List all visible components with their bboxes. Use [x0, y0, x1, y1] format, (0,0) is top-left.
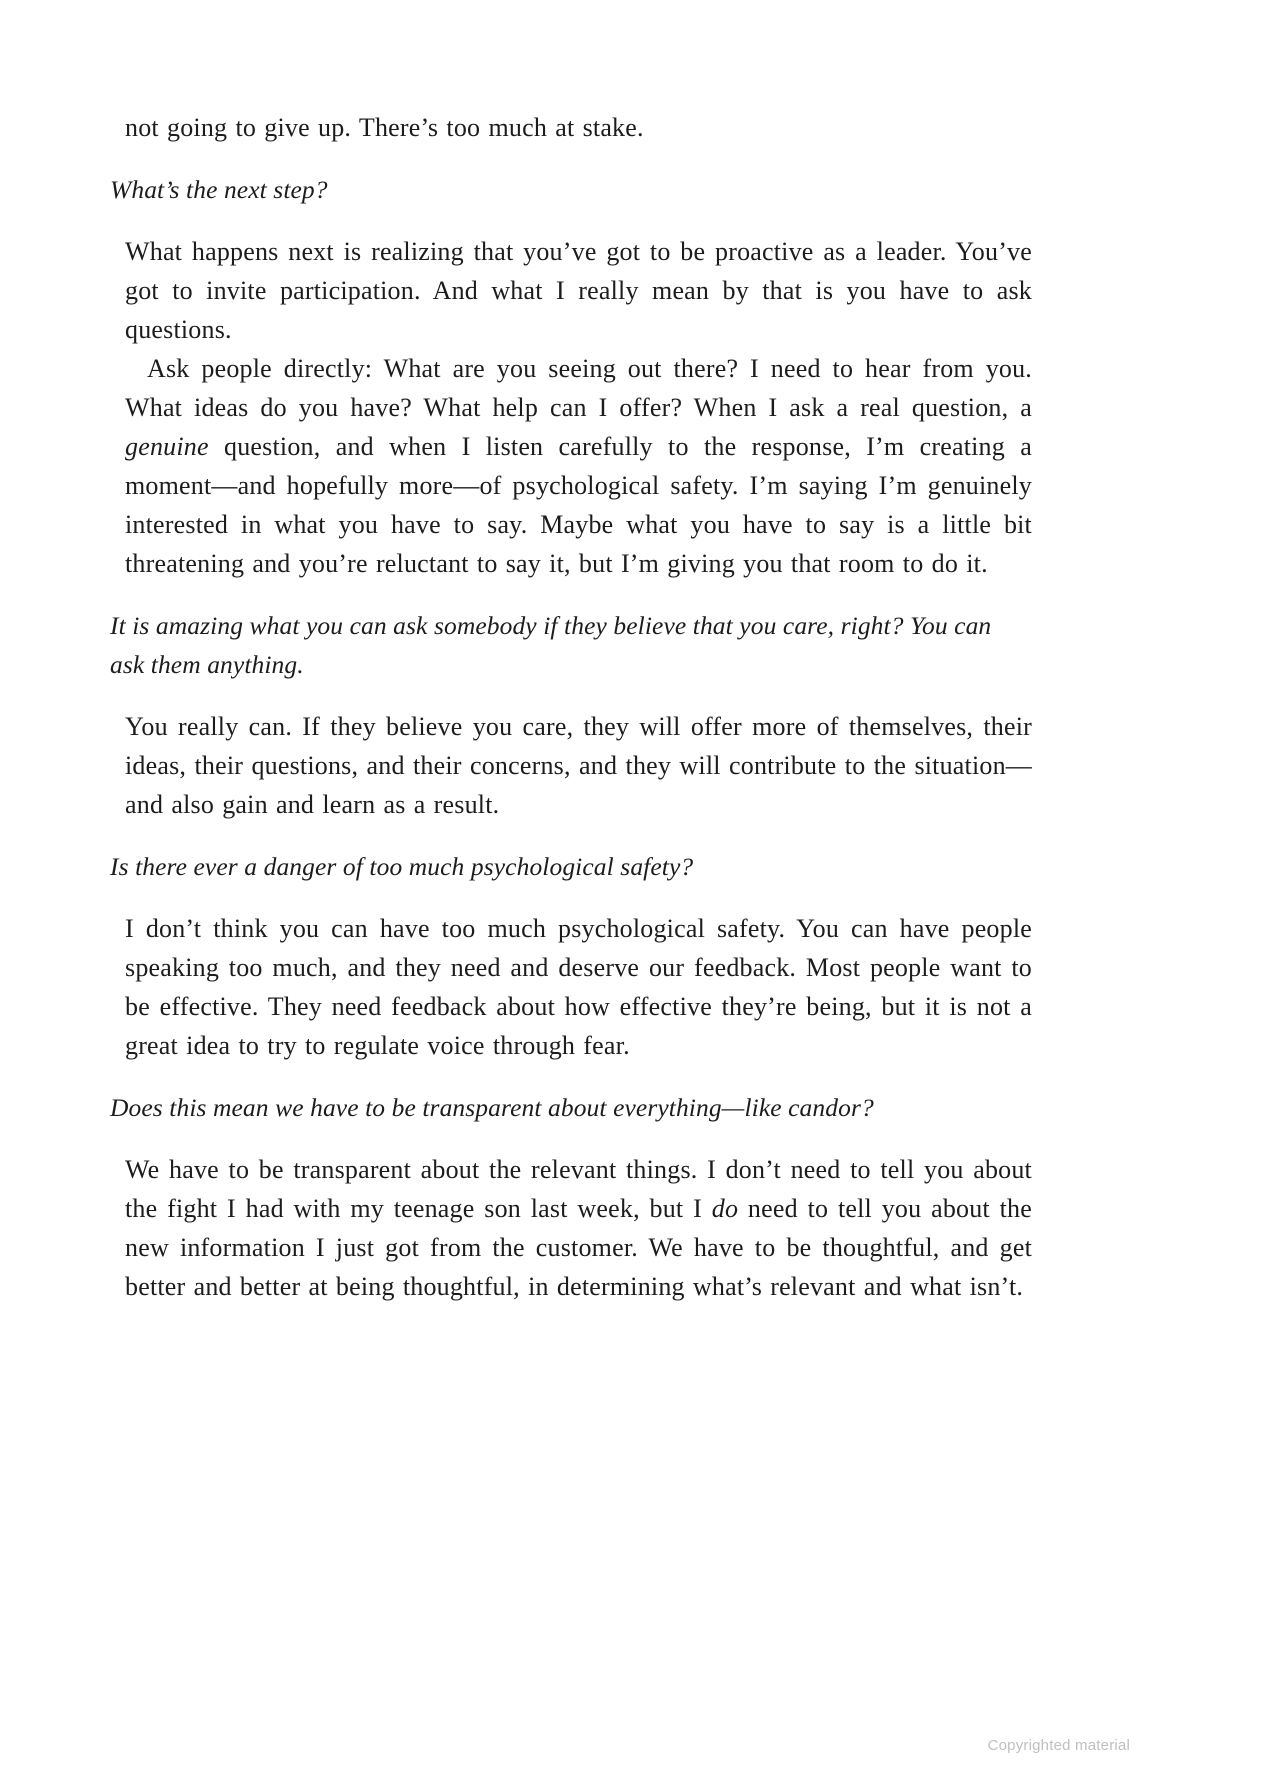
copyright-watermark: Copyrighted material: [987, 1737, 1130, 1754]
interview-answer-paragraph: [110, 349, 1032, 583]
text-segment: Is there ever a danger of too much psychological safety?: [110, 852, 694, 881]
interview-answer-paragraph: [110, 108, 1032, 147]
page-text-column: [110, 108, 1032, 1306]
text-segment: Ask people directly: What are you seeing out there? I need to hear from you. What ideas do you have? What help can I offer? When I ask a real question, a: [125, 354, 1032, 422]
text-segment: It is amazing what you can ask somebody if they believe that you care, right? You can ask them anything.: [110, 611, 992, 679]
text-segment: You really can. If they believe you care, they will offer more of themselves, their ideas, their questions, and their concerns, and they will contribute to the situation—and also gain and learn as a result.: [125, 712, 1032, 819]
interview-question: [110, 606, 1032, 684]
text-segment: need to tell you about the new information I just got from the customer. We have to be thoughtful, and get better and better at being thoughtful, in determining what’s relevant and what isn’t.: [125, 1194, 1032, 1301]
text-segment: What’s the next step?: [110, 175, 328, 204]
interview-answer-paragraph: [110, 232, 1032, 349]
text-segment: Does this mean we have to be transparent about everything—like candor?: [110, 1093, 874, 1122]
interview-answer-paragraph: [110, 909, 1032, 1065]
emphasized-text: do: [711, 1194, 739, 1223]
interview-answer-paragraph: [110, 1150, 1032, 1306]
emphasized-text: genuine: [125, 432, 209, 461]
interview-question: [110, 847, 1032, 886]
interview-question: [110, 1088, 1032, 1127]
text-segment: We have to be transparent about the relevant things. I don’t need to tell you about the fight I had with my teenage son last week, but I: [125, 1155, 1032, 1223]
text-segment: question, and when I listen carefully to the response, I’m creating a moment—and hopefully more—of psychological safety. I’m saying I’m genuinely interested in what you have to say. Maybe what you have to say is a little bit threatening and you’re reluctant to say it, but I’m giving you that room to do it.: [125, 432, 1032, 578]
interview-answer-paragraph: [110, 707, 1032, 824]
text-segment: I don’t think you can have too much psychological safety. You can have people speaking too much, and they need and deserve our feedback. Most people want to be effective. They need feedback about how effective they’re being, but it is not a great idea to try to regulate voice through fear.: [125, 914, 1032, 1060]
text-segment: not going to give up. There’s too much at stake.: [125, 113, 644, 142]
text-segment: What happens next is realizing that you’ve got to be proactive as a leader. You’ve got to invite participation. And what I really mean by that is you have to ask questions.: [125, 237, 1032, 344]
interview-question: [110, 170, 1032, 209]
